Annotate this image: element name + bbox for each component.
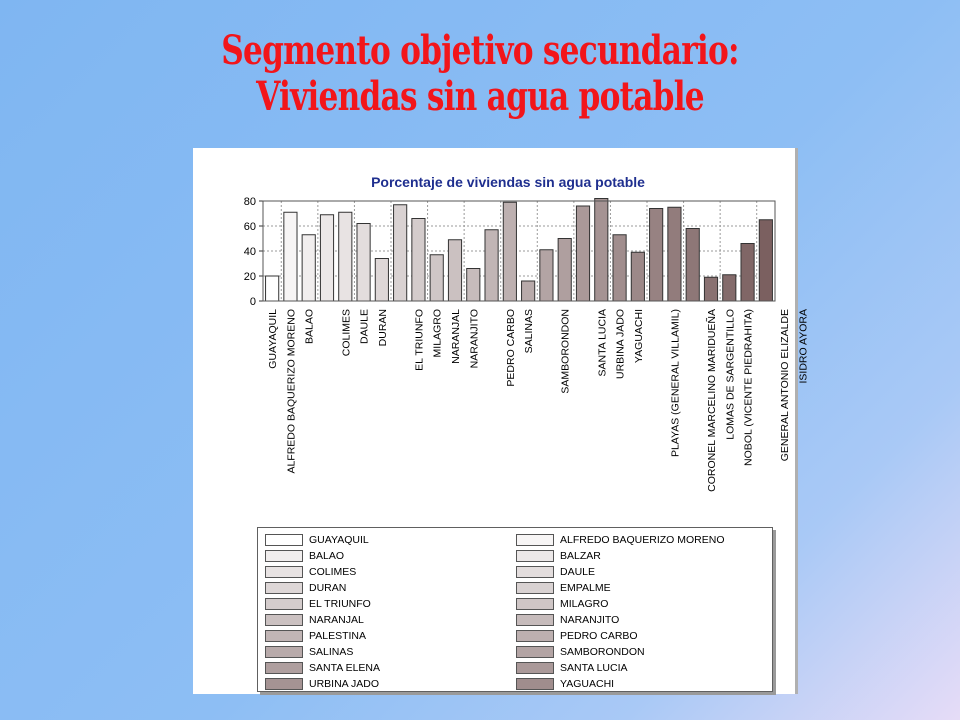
- x-tick-label: NARANJAL: [450, 309, 462, 364]
- x-tick-label: ISIDRO AYORA: [797, 309, 810, 384]
- x-tick-label: SANTA LUCIA: [596, 309, 609, 377]
- chart-legend: [257, 527, 773, 692]
- bar-3: [320, 215, 333, 301]
- legend-swatch: [265, 678, 303, 690]
- legend-label: YAGUACHI: [560, 678, 615, 690]
- bar-7: [394, 205, 407, 301]
- legend-swatch: [516, 534, 554, 546]
- bar-19: [613, 235, 626, 301]
- legend-label: SAMBORONDON: [560, 646, 645, 658]
- bar-26: [741, 244, 754, 302]
- legend-swatch: [265, 550, 303, 562]
- legend-swatch: [265, 630, 303, 642]
- x-tick-label: MILAGRO: [431, 309, 444, 358]
- bar-10: [448, 240, 461, 301]
- legend-label: DURAN: [309, 582, 347, 594]
- legend-label: SANTA LUCIA: [560, 662, 628, 674]
- legend-label: PALESTINA: [309, 630, 366, 642]
- legend-swatch: [516, 614, 554, 626]
- legend-swatch: [265, 646, 303, 658]
- legend-label: SANTA ELENA: [309, 662, 380, 674]
- bar-15: [540, 250, 553, 301]
- chart-title: Porcentaje de viviendas sin agua potable: [371, 174, 645, 190]
- legend-swatch: [265, 566, 303, 578]
- legend-swatch: [516, 550, 554, 562]
- x-tick-label: LOMAS DE SARGENTILLO: [724, 309, 737, 440]
- legend-label: EL TRIUNFO: [309, 598, 371, 610]
- x-tick-label: NOBOL (VICENTE PIEDRAHITA): [742, 309, 755, 466]
- x-tick-label: NARANJITO: [468, 309, 481, 369]
- bar-20: [631, 252, 644, 301]
- y-tick-label: 40: [243, 246, 256, 258]
- legend-label: URBINA JADO: [309, 678, 380, 690]
- bar-17: [576, 206, 589, 301]
- bar-8: [412, 219, 425, 302]
- bar-12: [485, 230, 498, 301]
- legend-swatch: [516, 598, 554, 610]
- y-tick-label: 80: [243, 196, 256, 208]
- x-tick-label: SALINAS: [523, 309, 536, 354]
- x-tick-label: URBINA JADO: [614, 309, 627, 380]
- bar-1: [284, 212, 297, 301]
- bar-16: [558, 239, 571, 302]
- bar-4: [339, 212, 352, 301]
- x-tick-label: DAULE: [358, 309, 371, 345]
- bar-25: [723, 275, 736, 301]
- legend-label: DAULE: [560, 566, 596, 578]
- bar-23: [686, 229, 699, 302]
- y-tick-label: 60: [243, 221, 256, 233]
- x-tick-label: GUAYAQUIL: [267, 309, 280, 369]
- bar-2: [302, 235, 315, 301]
- bar-18: [595, 199, 608, 302]
- bar-22: [668, 207, 681, 301]
- bar-6: [375, 259, 388, 302]
- slide-title: [106, 28, 855, 120]
- x-tick-label: DURAN: [376, 309, 389, 347]
- bar-5: [357, 224, 370, 302]
- legend-swatch: [516, 630, 554, 642]
- legend-label: MILAGRO: [560, 598, 609, 610]
- x-tick-label: SAMBORONDON: [559, 309, 572, 394]
- legend-swatch: [516, 678, 554, 690]
- x-tick-label: YAGUACHI: [632, 309, 645, 364]
- legend-swatch: [265, 534, 303, 546]
- legend-swatch: [516, 566, 554, 578]
- bar-11: [467, 269, 480, 302]
- bar-24: [704, 277, 717, 301]
- x-tick-label: GENERAL ANTONIO ELIZALDE: [779, 309, 792, 462]
- x-tick-label: BALAO: [303, 309, 316, 345]
- bar-21: [650, 209, 663, 302]
- legend-swatch: [265, 582, 303, 594]
- x-tick-label: CORONEL MARCELINO MARIDUEÑA: [706, 309, 718, 492]
- slide-title-line-2: Viviendas sin agua potable: [256, 73, 704, 120]
- bar-9: [430, 255, 443, 301]
- x-tick-label: PEDRO CARBO: [504, 309, 517, 387]
- legend-label: PEDRO CARBO: [560, 630, 638, 642]
- bar-14: [522, 281, 535, 301]
- legend-swatch: [516, 646, 554, 658]
- legend-swatch: [265, 598, 303, 610]
- legend-swatch: [516, 662, 554, 674]
- y-tick-label: 0: [249, 296, 256, 308]
- bar-27: [759, 220, 772, 301]
- legend-swatch: [265, 614, 303, 626]
- bar-13: [503, 202, 516, 301]
- legend-label: GUAYAQUIL: [309, 534, 369, 546]
- legend-label: NARANJITO: [560, 614, 620, 626]
- x-tick-label: PLAYAS (GENERAL VILLAMIL): [669, 309, 682, 458]
- legend-label: EMPALME: [560, 582, 611, 594]
- legend-label: ALFREDO BAQUERIZO MORENO: [560, 534, 725, 546]
- x-tick-label: ALFREDO BAQUERIZO MORENO: [285, 309, 298, 474]
- slide-title-line-1: Segmento objetivo secundario:: [221, 27, 739, 74]
- legend-label: COLIMES: [309, 566, 357, 578]
- legend-label: SALINAS: [309, 646, 354, 658]
- legend-label: BALZAR: [560, 550, 601, 562]
- legend-swatch: [516, 582, 554, 594]
- y-tick-label: 20: [243, 271, 256, 283]
- legend-label: NARANJAL: [309, 614, 364, 626]
- legend-swatch: [265, 662, 303, 674]
- x-tick-label: COLIMES: [340, 309, 353, 357]
- legend-label: BALAO: [309, 550, 345, 562]
- x-tick-label: EL TRIUNFO: [413, 309, 426, 371]
- bar-0: [266, 276, 279, 301]
